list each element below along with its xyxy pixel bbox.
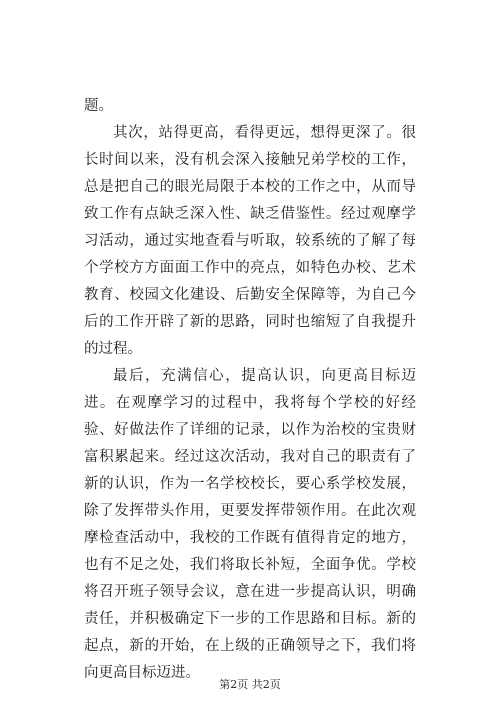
paragraph-continuation: 题。 bbox=[84, 98, 113, 114]
page-footer: 第2页 共2页 bbox=[219, 678, 281, 691]
paragraph-second: 其次，站得更高，看得更远，想得更深了。很长时间以来，没有机会深入接触兄弟学校的工作，总是把自己的眼光局限于本校的工作之中，从而导致工作有点缺乏深入性、缺乏借鉴性。经过观摩学习活动，通过实地查看与听取，较系统的了解了每个学校方方面面工作中的亮点，如特色办校、艺术教育、校园文化建设、后勤安全保障等，为自己今后的工作开辟了新的思路，同时也缩短了自我提升的过程。 bbox=[84, 125, 416, 357]
document-body bbox=[84, 93, 416, 687]
paragraph-last: 最后，充满信心，提高认识，向更高目标迈进。在观摩学习的过程中，我将每个学校的好经验、好做法作了详细的记录，以作为治校的宝贵财富积累起来。经过这次活动，我对自己的职责有了新的认识，作为一名学校校长，要心系学校发展，除了发挥带头作用，更要发挥带领作用。在此次观摩检查活动中，我校的工作既有值得肯定的地方，也有不足之处，我们将取长补短，全面争优。学校将召开班子领导会议，意在进一步提高认识，明确责任，并积极确定下一步的工作思路和目标。新的起点，新的开始，在上级的正确领导之下，我们将向更高目标迈进。 bbox=[84, 368, 416, 681]
